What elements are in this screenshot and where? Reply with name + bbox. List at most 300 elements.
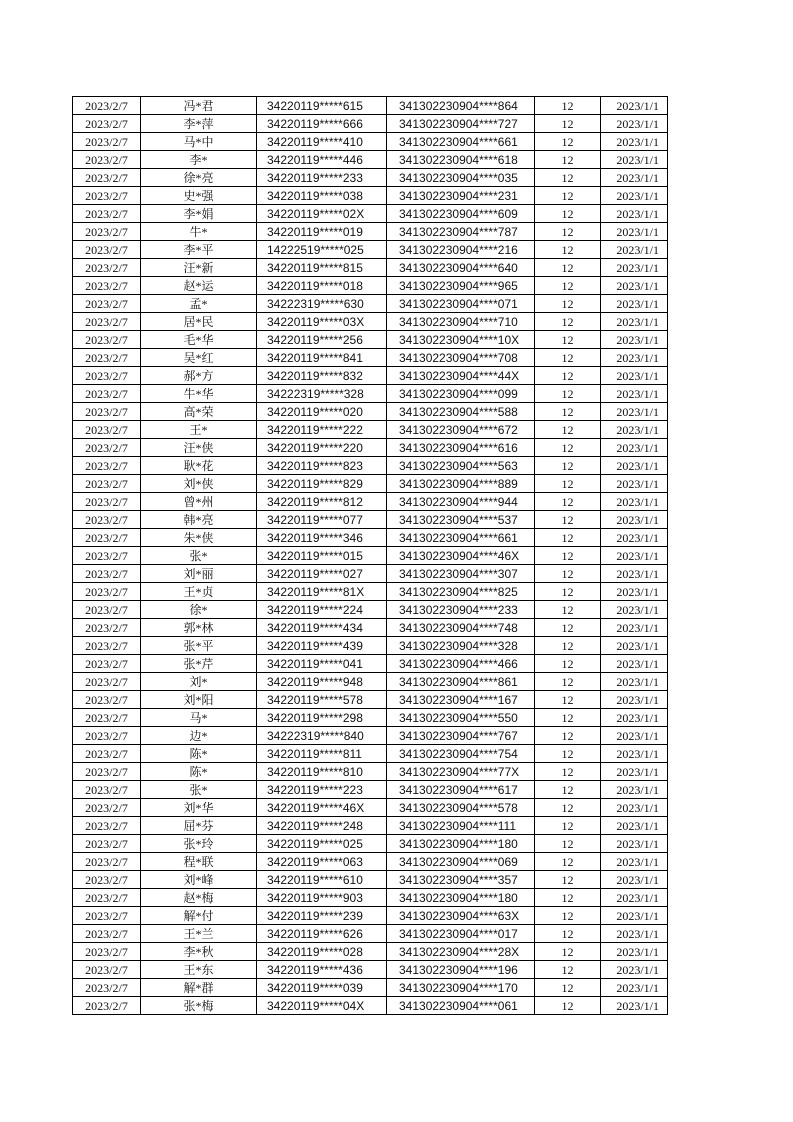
date-cell: 2023/2/7 [73,565,141,583]
name-cell: 牛* [141,223,257,241]
id-number-cell: 34220119*****410 [257,133,387,151]
name-cell: 刘*侠 [141,475,257,493]
date-cell: 2023/2/7 [73,385,141,403]
effective-date-cell: 2023/1/1 [601,907,668,925]
name-cell: 刘* [141,673,257,691]
effective-date-cell: 2023/1/1 [601,763,668,781]
name-cell: 冯*君 [141,97,257,115]
date-cell: 2023/2/7 [73,871,141,889]
effective-date-cell: 2023/1/1 [601,601,668,619]
account-number-cell: 341302230904****550 [387,709,535,727]
table-row [73,709,668,727]
date-cell: 2023/2/7 [73,637,141,655]
id-number-cell: 34222319*****630 [257,295,387,313]
account-number-cell: 341302230904****563 [387,457,535,475]
effective-date-cell: 2023/1/1 [601,691,668,709]
name-cell: 汪*新 [141,259,257,277]
account-number-cell: 341302230904****328 [387,637,535,655]
id-number-cell: 14222519*****025 [257,241,387,259]
effective-date-cell: 2023/1/1 [601,619,668,637]
id-number-cell: 34220119*****015 [257,547,387,565]
table-row [73,385,668,403]
months-cell: 12 [535,223,601,241]
months-cell: 12 [535,583,601,601]
id-number-cell: 34220119*****829 [257,475,387,493]
table-row [73,871,668,889]
months-cell: 12 [535,205,601,223]
date-cell: 2023/2/7 [73,295,141,313]
name-cell: 刘*峰 [141,871,257,889]
date-cell: 2023/2/7 [73,727,141,745]
effective-date-cell: 2023/1/1 [601,457,668,475]
effective-date-cell: 2023/1/1 [601,403,668,421]
date-cell: 2023/2/7 [73,313,141,331]
name-cell: 张*平 [141,637,257,655]
id-number-cell: 34220119*****220 [257,439,387,457]
date-cell: 2023/2/7 [73,421,141,439]
id-number-cell: 34220119*****811 [257,745,387,763]
effective-date-cell: 2023/1/1 [601,727,668,745]
id-number-cell: 34220119*****063 [257,853,387,871]
name-cell: 李*娟 [141,205,257,223]
months-cell: 12 [535,835,601,853]
table-row [73,835,668,853]
account-number-cell: 341302230904****069 [387,853,535,871]
effective-date-cell: 2023/1/1 [601,295,668,313]
date-cell: 2023/2/7 [73,655,141,673]
account-number-cell: 341302230904****357 [387,871,535,889]
effective-date-cell: 2023/1/1 [601,709,668,727]
table-row [73,421,668,439]
account-number-cell: 341302230904****233 [387,601,535,619]
name-cell: 解*付 [141,907,257,925]
date-cell: 2023/2/7 [73,187,141,205]
months-cell: 12 [535,673,601,691]
name-cell: 张*梅 [141,997,257,1015]
date-cell: 2023/2/7 [73,547,141,565]
date-cell: 2023/2/7 [73,601,141,619]
account-number-cell: 341302230904****661 [387,529,535,547]
id-number-cell: 34220119*****346 [257,529,387,547]
date-cell: 2023/2/7 [73,583,141,601]
id-number-cell: 34220119*****03X [257,313,387,331]
effective-date-cell: 2023/1/1 [601,493,668,511]
months-cell: 12 [535,817,601,835]
months-cell: 12 [535,655,601,673]
table-row [73,169,668,187]
name-cell: 赵*运 [141,277,257,295]
date-cell: 2023/2/7 [73,817,141,835]
months-cell: 12 [535,493,601,511]
months-cell: 12 [535,853,601,871]
account-number-cell: 341302230904****710 [387,313,535,331]
id-number-cell: 34220119*****666 [257,115,387,133]
date-cell: 2023/2/7 [73,511,141,529]
months-cell: 12 [535,259,601,277]
account-number-cell: 341302230904****63X [387,907,535,925]
months-cell: 12 [535,169,601,187]
name-cell: 韩*亮 [141,511,257,529]
table-row [73,547,668,565]
table-row [73,799,668,817]
name-cell: 郝*方 [141,367,257,385]
effective-date-cell: 2023/1/1 [601,475,668,493]
effective-date-cell: 2023/1/1 [601,421,668,439]
table-row [73,925,668,943]
table-row [73,223,668,241]
date-cell: 2023/2/7 [73,403,141,421]
account-number-cell: 341302230904****180 [387,835,535,853]
date-cell: 2023/2/7 [73,673,141,691]
table-row [73,349,668,367]
table-row [73,673,668,691]
date-cell: 2023/2/7 [73,475,141,493]
table-row [73,493,668,511]
table-row [73,187,668,205]
id-number-cell: 34220119*****439 [257,637,387,655]
account-number-cell: 341302230904****588 [387,403,535,421]
name-cell: 牛*华 [141,385,257,403]
id-number-cell: 34220119*****298 [257,709,387,727]
effective-date-cell: 2023/1/1 [601,583,668,601]
months-cell: 12 [535,943,601,961]
account-number-cell: 341302230904****061 [387,997,535,1015]
effective-date-cell: 2023/1/1 [601,385,668,403]
date-cell: 2023/2/7 [73,97,141,115]
name-cell: 汪*侠 [141,439,257,457]
months-cell: 12 [535,997,601,1015]
id-number-cell: 34220119*****948 [257,673,387,691]
account-number-cell: 341302230904****748 [387,619,535,637]
table-row [73,529,668,547]
name-cell: 程*联 [141,853,257,871]
months-cell: 12 [535,457,601,475]
name-cell: 耿*花 [141,457,257,475]
table-row [73,889,668,907]
months-cell: 12 [535,889,601,907]
table-row [73,313,668,331]
id-number-cell: 34220119*****256 [257,331,387,349]
months-cell: 12 [535,691,601,709]
table-row [73,853,668,871]
id-number-cell: 34220119*****841 [257,349,387,367]
date-cell: 2023/2/7 [73,259,141,277]
account-number-cell: 341302230904****767 [387,727,535,745]
date-cell: 2023/2/7 [73,529,141,547]
effective-date-cell: 2023/1/1 [601,835,668,853]
table-row [73,367,668,385]
effective-date-cell: 2023/1/1 [601,943,668,961]
date-cell: 2023/2/7 [73,169,141,187]
id-number-cell: 34220119*****020 [257,403,387,421]
table-row [73,781,668,799]
table-row [73,619,668,637]
table-row [73,727,668,745]
account-number-cell: 341302230904****180 [387,889,535,907]
name-cell: 李*秋 [141,943,257,961]
id-number-cell: 34220119*****239 [257,907,387,925]
effective-date-cell: 2023/1/1 [601,565,668,583]
date-cell: 2023/2/7 [73,151,141,169]
account-number-cell: 341302230904****609 [387,205,535,223]
effective-date-cell: 2023/1/1 [601,961,668,979]
id-number-cell: 34220119*****233 [257,169,387,187]
months-cell: 12 [535,385,601,403]
effective-date-cell: 2023/1/1 [601,223,668,241]
effective-date-cell: 2023/1/1 [601,115,668,133]
name-cell: 赵*梅 [141,889,257,907]
name-cell: 张*玲 [141,835,257,853]
effective-date-cell: 2023/1/1 [601,997,668,1015]
months-cell: 12 [535,727,601,745]
account-number-cell: 341302230904****77X [387,763,535,781]
months-cell: 12 [535,961,601,979]
months-cell: 12 [535,403,601,421]
name-cell: 屈*芬 [141,817,257,835]
months-cell: 12 [535,907,601,925]
account-number-cell: 341302230904****170 [387,979,535,997]
months-cell: 12 [535,313,601,331]
account-number-cell: 341302230904****661 [387,133,535,151]
account-number-cell: 341302230904****754 [387,745,535,763]
table-row [73,943,668,961]
name-cell: 刘*阳 [141,691,257,709]
date-cell: 2023/2/7 [73,997,141,1015]
id-number-cell: 34220119*****626 [257,925,387,943]
effective-date-cell: 2023/1/1 [601,655,668,673]
date-cell: 2023/2/7 [73,277,141,295]
name-cell: 马*中 [141,133,257,151]
date-cell: 2023/2/7 [73,241,141,259]
name-cell: 居*民 [141,313,257,331]
months-cell: 12 [535,295,601,313]
effective-date-cell: 2023/1/1 [601,799,668,817]
date-cell: 2023/2/7 [73,925,141,943]
id-number-cell: 34220119*****248 [257,817,387,835]
effective-date-cell: 2023/1/1 [601,745,668,763]
table-row [73,817,668,835]
id-number-cell: 34220119*****81X [257,583,387,601]
date-cell: 2023/2/7 [73,349,141,367]
account-number-cell: 341302230904****616 [387,439,535,457]
months-cell: 12 [535,349,601,367]
months-cell: 12 [535,421,601,439]
account-number-cell: 341302230904****216 [387,241,535,259]
months-cell: 12 [535,745,601,763]
name-cell: 张* [141,547,257,565]
account-number-cell: 341302230904****071 [387,295,535,313]
name-cell: 李* [141,151,257,169]
months-cell: 12 [535,439,601,457]
months-cell: 12 [535,763,601,781]
id-number-cell: 34220119*****224 [257,601,387,619]
date-cell: 2023/2/7 [73,889,141,907]
effective-date-cell: 2023/1/1 [601,169,668,187]
table-row [73,259,668,277]
effective-date-cell: 2023/1/1 [601,889,668,907]
name-cell: 朱*侠 [141,529,257,547]
name-cell: 王*东 [141,961,257,979]
table-row [73,439,668,457]
id-number-cell: 34220119*****04X [257,997,387,1015]
table-row [73,331,668,349]
months-cell: 12 [535,475,601,493]
id-number-cell: 34220119*****812 [257,493,387,511]
effective-date-cell: 2023/1/1 [601,439,668,457]
table-row [73,907,668,925]
data-table [72,96,668,1015]
id-number-cell: 34220119*****018 [257,277,387,295]
date-cell: 2023/2/7 [73,907,141,925]
months-cell: 12 [535,367,601,385]
date-cell: 2023/2/7 [73,133,141,151]
name-cell: 李*平 [141,241,257,259]
table-row [73,241,668,259]
months-cell: 12 [535,547,601,565]
table-row [73,637,668,655]
id-number-cell: 34220119*****028 [257,943,387,961]
id-number-cell: 34220119*****039 [257,979,387,997]
name-cell: 张*芹 [141,655,257,673]
table-row [73,457,668,475]
table-row [73,475,668,493]
date-cell: 2023/2/7 [73,745,141,763]
account-number-cell: 341302230904****44X [387,367,535,385]
id-number-cell: 34220119*****027 [257,565,387,583]
months-cell: 12 [535,331,601,349]
id-number-cell: 34220119*****446 [257,151,387,169]
account-number-cell: 341302230904****46X [387,547,535,565]
effective-date-cell: 2023/1/1 [601,277,668,295]
table-row [73,655,668,673]
account-number-cell: 341302230904****944 [387,493,535,511]
name-cell: 高*荣 [141,403,257,421]
date-cell: 2023/2/7 [73,457,141,475]
account-number-cell: 341302230904****965 [387,277,535,295]
months-cell: 12 [535,925,601,943]
effective-date-cell: 2023/1/1 [601,151,668,169]
effective-date-cell: 2023/1/1 [601,673,668,691]
months-cell: 12 [535,619,601,637]
date-cell: 2023/2/7 [73,979,141,997]
date-cell: 2023/2/7 [73,763,141,781]
name-cell: 刘*丽 [141,565,257,583]
id-number-cell: 34220119*****025 [257,835,387,853]
date-cell: 2023/2/7 [73,331,141,349]
account-number-cell: 341302230904****017 [387,925,535,943]
name-cell: 孟* [141,295,257,313]
effective-date-cell: 2023/1/1 [601,187,668,205]
account-number-cell: 341302230904****196 [387,961,535,979]
effective-date-cell: 2023/1/1 [601,547,668,565]
table-row [73,205,668,223]
months-cell: 12 [535,871,601,889]
account-number-cell: 341302230904****861 [387,673,535,691]
months-cell: 12 [535,97,601,115]
name-cell: 王*贞 [141,583,257,601]
months-cell: 12 [535,511,601,529]
table-row [73,295,668,313]
account-number-cell: 341302230904****307 [387,565,535,583]
effective-date-cell: 2023/1/1 [601,781,668,799]
id-number-cell: 34220119*****436 [257,961,387,979]
date-cell: 2023/2/7 [73,853,141,871]
effective-date-cell: 2023/1/1 [601,529,668,547]
account-number-cell: 341302230904****231 [387,187,535,205]
account-number-cell: 341302230904****10X [387,331,535,349]
months-cell: 12 [535,799,601,817]
id-number-cell: 34220119*****578 [257,691,387,709]
effective-date-cell: 2023/1/1 [601,925,668,943]
date-cell: 2023/2/7 [73,799,141,817]
date-cell: 2023/2/7 [73,961,141,979]
months-cell: 12 [535,601,601,619]
table-row [73,133,668,151]
name-cell: 徐* [141,601,257,619]
name-cell: 刘*华 [141,799,257,817]
date-cell: 2023/2/7 [73,367,141,385]
date-cell: 2023/2/7 [73,691,141,709]
name-cell: 陈* [141,745,257,763]
id-number-cell: 34220119*****019 [257,223,387,241]
account-number-cell: 341302230904****825 [387,583,535,601]
account-number-cell: 341302230904****864 [387,97,535,115]
effective-date-cell: 2023/1/1 [601,511,668,529]
name-cell: 李*萍 [141,115,257,133]
table-row [73,745,668,763]
months-cell: 12 [535,781,601,799]
table-row [73,961,668,979]
table-row [73,979,668,997]
date-cell: 2023/2/7 [73,835,141,853]
months-cell: 12 [535,187,601,205]
id-number-cell: 34220119*****041 [257,655,387,673]
months-cell: 12 [535,133,601,151]
name-cell: 毛*华 [141,331,257,349]
table-row [73,601,668,619]
id-number-cell: 34220119*****815 [257,259,387,277]
account-number-cell: 341302230904****618 [387,151,535,169]
effective-date-cell: 2023/1/1 [601,133,668,151]
id-number-cell: 34222319*****840 [257,727,387,745]
id-number-cell: 34220119*****223 [257,781,387,799]
effective-date-cell: 2023/1/1 [601,853,668,871]
table-row [73,115,668,133]
effective-date-cell: 2023/1/1 [601,817,668,835]
id-number-cell: 34220119*****222 [257,421,387,439]
table-row [73,997,668,1015]
date-cell: 2023/2/7 [73,205,141,223]
account-number-cell: 341302230904****537 [387,511,535,529]
table-row [73,691,668,709]
name-cell: 王* [141,421,257,439]
effective-date-cell: 2023/1/1 [601,331,668,349]
account-number-cell: 341302230904****727 [387,115,535,133]
id-number-cell: 34220119*****832 [257,367,387,385]
date-cell: 2023/2/7 [73,223,141,241]
table-row [73,277,668,295]
account-number-cell: 341302230904****640 [387,259,535,277]
effective-date-cell: 2023/1/1 [601,637,668,655]
id-number-cell: 34222319*****328 [257,385,387,403]
date-cell: 2023/2/7 [73,439,141,457]
id-number-cell: 34220119*****810 [257,763,387,781]
months-cell: 12 [535,637,601,655]
effective-date-cell: 2023/1/1 [601,349,668,367]
id-number-cell: 34220119*****038 [257,187,387,205]
effective-date-cell: 2023/1/1 [601,97,668,115]
table-row [73,151,668,169]
